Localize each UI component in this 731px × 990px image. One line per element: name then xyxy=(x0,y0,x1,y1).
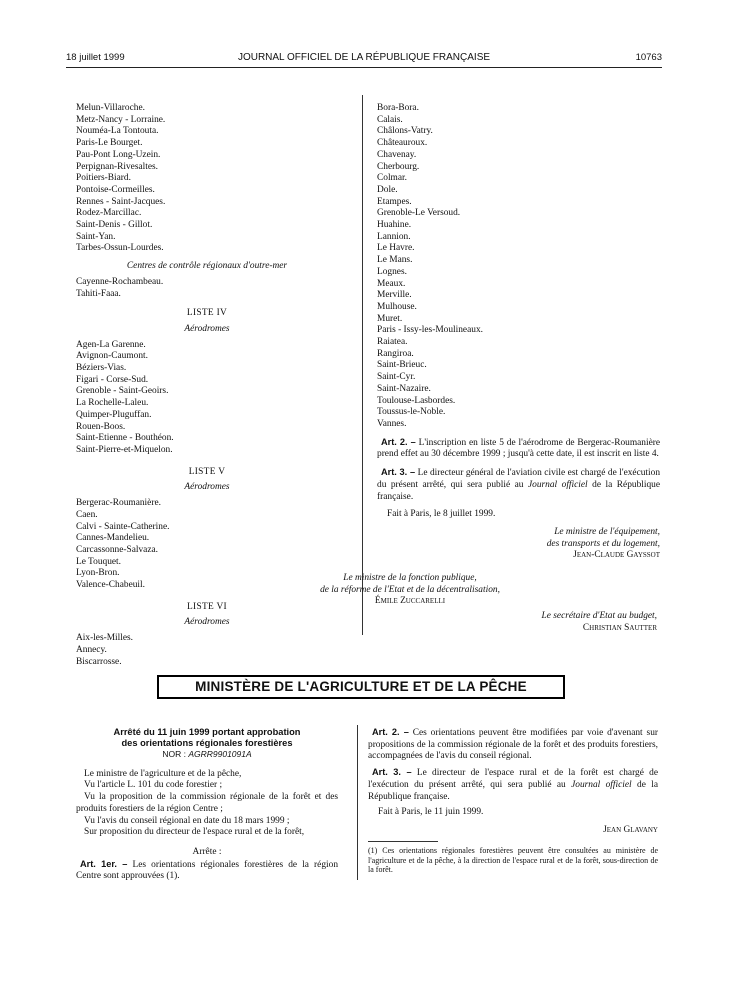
article-2 xyxy=(377,437,660,461)
signature-2-line-2: de la réforme de l'Etat et de la décentralisation, xyxy=(320,584,500,595)
article-2-label: Art. 2. – xyxy=(381,436,416,447)
footnote-rule xyxy=(368,841,438,842)
liste-vi-subtitle: Aérodromes xyxy=(184,617,230,628)
list-item: Etampes. xyxy=(377,196,412,207)
article-3-text-b: de la République française. xyxy=(377,479,661,502)
list-item: Caen. xyxy=(76,509,98,520)
arrete-article-2 xyxy=(368,727,658,763)
nor-code: AGRR9901091A xyxy=(188,749,252,759)
article-2-text: L'inscription en liste 5 de l'aérodrome de Bergerac-Roumanière prend effet au 30 décembre 1999 ; jusqu'à cette date, il est inscrit en liste 4. xyxy=(377,437,661,460)
aerodrome-list-a xyxy=(76,103,338,255)
signature-2-line-1: Le ministre de la fonction publique, xyxy=(343,573,477,583)
list-item: Cayenne-Rochambeau. xyxy=(76,276,164,287)
visa-line: Vu la proposition de la commission régionale de la forêt et des produits forestiers de la région Centre ; xyxy=(76,792,338,814)
visa-line: Vu l'avis du conseil régional en date du 18 mars 1999 ; xyxy=(84,815,290,826)
list-item: Saint-Brieuc. xyxy=(377,360,427,371)
list-item: Valence-Chabeuil. xyxy=(76,580,145,591)
list-item: Saint-Nazaire. xyxy=(377,383,431,394)
list-item: Le Mans. xyxy=(377,255,413,266)
list-item: Perpignan-Rivesaltes. xyxy=(76,161,159,172)
arrete-article-3-journal-italic: Journal officiel xyxy=(571,779,632,790)
footnote: (1) Ces orientations régionales forestières peuvent être consultées au ministère de l'agriculture et de la pêche, à la direction de l'espace rural et de la forêt, sous-direction de la forêt. xyxy=(368,846,658,875)
ministry-banner: MINISTÈRE DE L'AGRICULTURE ET DE LA PÊCHE xyxy=(157,675,565,699)
list-item: Pau-Pont Long-Uzein. xyxy=(76,149,161,160)
liste-vi-items xyxy=(76,633,338,668)
arrete-article-3-text-a: Le directeur de l'espace rural et de la forêt est chargé de l'exécution du présent arrêté, qui sera publié au xyxy=(368,768,659,790)
list-item: Melun-Villaroche. xyxy=(76,103,145,113)
arrete-article-3-text-b: de la République française. xyxy=(368,779,658,802)
visa-line: Le ministre de l'agriculture et de la pêche, xyxy=(84,768,242,779)
list-item: Colmar. xyxy=(377,173,407,184)
arrete-article-1-label: Art. 1er. – xyxy=(80,858,128,869)
header-journal-title: JOURNAL OFFICIEL DE LA RÉPUBLIQUE FRANÇAISE xyxy=(237,52,491,63)
list-item: Calvi - Sainte-Catherine. xyxy=(76,521,170,532)
list-item: Dole. xyxy=(377,184,398,195)
list-item: Muret. xyxy=(377,313,403,324)
arrete-article-2-text: Ces orientations peuvent être modifiées par voie d'avenant sur propositions de la commission régionale de la forêt et des produits forestiers, accompagnées de l'avis du conseil régional. xyxy=(368,728,659,762)
signature-3-line-1: Le secrétaire d'Etat au budget, xyxy=(541,611,657,621)
column-divider-bottom xyxy=(357,725,358,880)
signature-1-line-2: des transports et du logement, xyxy=(546,538,660,549)
nor-reference xyxy=(76,749,338,761)
list-item: Biscarrosse. xyxy=(76,656,122,667)
list-item: Rodez-Marcillac. xyxy=(76,208,142,219)
visa-line: Vu l'article L. 101 du code forestier ; xyxy=(84,780,223,791)
header-rule xyxy=(66,67,662,68)
list-item: Huahine. xyxy=(377,220,412,231)
list-item: Toulouse-Lasbordes. xyxy=(377,395,456,406)
list-item: Aix-les-Milles. xyxy=(76,633,134,644)
liste-v-title: LISTE V xyxy=(188,466,226,477)
liste-iv-items xyxy=(76,340,338,457)
liste-vi-title: LISTE VI xyxy=(187,601,227,612)
list-item: Saint-Etienne - Bouthéon. xyxy=(76,433,174,444)
fait-a-paris-1: Fait à Paris, le 8 juillet 1999. xyxy=(387,509,496,520)
visa-line: Sur proposition du directeur de l'espace rural et de la forêt, xyxy=(84,827,305,838)
arrete-signatory: Jean Glavany xyxy=(603,824,658,835)
arrete-article-1-text: Les orientations régionales forestières de la région Centre sont approuvées (1). xyxy=(76,859,339,882)
list-item: Metz-Nancy - Lorraine. xyxy=(76,114,166,125)
arrete-title-line-2: des orientations régionales forestières xyxy=(121,738,293,748)
list-item: Grenoble-Le Versoud. xyxy=(377,208,461,219)
header-page-number: 10763 xyxy=(635,52,662,63)
list-item: Paris-Le Bourget. xyxy=(76,138,143,149)
list-item: Nouméa-La Tontouta. xyxy=(76,126,159,137)
list-item: Lognes. xyxy=(377,266,407,277)
list-item: Grenoble - Saint-Geoirs. xyxy=(76,386,169,397)
list-item: Bergerac-Roumanière. xyxy=(76,498,161,509)
liste-v-subtitle: Aérodromes xyxy=(184,482,230,493)
list-item: Toussus-le-Noble. xyxy=(377,407,446,418)
list-item: Figari - Corse-Sud. xyxy=(76,374,149,385)
list-item: Mulhouse. xyxy=(377,301,417,312)
list-item: Châteauroux. xyxy=(377,138,428,149)
list-item: Châlons-Vatry. xyxy=(377,126,433,137)
header-date: 18 juillet 1999 xyxy=(66,52,125,63)
signature-1-line-1: Le ministre de l'équipement, xyxy=(554,526,660,537)
left-column xyxy=(76,103,338,668)
centres-heading: Centres de contrôle régionaux d'outre-mer xyxy=(126,261,288,272)
article-3-text-a: Le directeur général de l'aviation civile est chargé de l'exécution du présent arrêté, qui sera publié au xyxy=(377,468,661,490)
list-item: La Rochelle-Laleu. xyxy=(76,398,149,409)
column-divider-top xyxy=(362,95,363,635)
list-item: Saint-Cyr. xyxy=(377,372,416,383)
arrete-right-column xyxy=(368,727,658,837)
list-item: Le Touquet. xyxy=(76,556,121,567)
signature-1-name: Jean-Claude Gayssot xyxy=(573,550,660,561)
list-item: Pontoise-Cormeilles. xyxy=(76,184,155,195)
article-3-journal-italic: Journal officiel xyxy=(527,479,588,490)
list-item: Annecy. xyxy=(76,644,107,655)
signature-2-name: Émile Zuccarelli xyxy=(374,596,446,607)
list-item: Tarbes-Ossun-Lourdes. xyxy=(76,243,164,254)
list-item: Avignon-Caumont. xyxy=(76,351,148,362)
article-3 xyxy=(377,467,660,503)
list-item: Chavenay. xyxy=(377,149,417,160)
article-3-label: Art. 3. – xyxy=(381,467,416,478)
list-item: Lannion. xyxy=(377,231,411,242)
signature-3 xyxy=(450,611,657,634)
visas-list xyxy=(76,769,338,839)
list-item: Vannes. xyxy=(377,418,407,429)
signature-2 xyxy=(300,573,520,608)
list-item: Tahiti-Faaa. xyxy=(76,288,121,299)
list-item: Calais. xyxy=(377,114,403,125)
list-item: Paris - Issy-les-Moulineaux. xyxy=(377,325,483,336)
list-item: Cannes-Mandelieu. xyxy=(76,533,150,544)
list-item: Saint-Denis - Gillot. xyxy=(76,220,153,231)
liste-iv-title: LISTE IV xyxy=(186,308,228,319)
centres-list xyxy=(76,277,338,300)
arrete-left-column xyxy=(76,727,338,883)
list-item: Le Havre. xyxy=(377,243,415,254)
liste-iv-subtitle: Aérodromes xyxy=(184,323,230,334)
list-item: Poitiers-Biard. xyxy=(76,173,131,184)
list-item: Raiatea. xyxy=(377,337,408,348)
list-item: Merville. xyxy=(377,290,412,301)
list-item: Lyon-Bron. xyxy=(76,568,120,579)
aerodrome-list-b xyxy=(377,103,660,431)
arrete-article-3 xyxy=(368,767,658,803)
signature-3-name: Christian Sautter xyxy=(582,622,657,633)
arrete-word: Arrête : xyxy=(192,846,222,857)
right-column xyxy=(377,103,660,562)
list-item: Meaux. xyxy=(377,278,406,289)
liste-v-items xyxy=(76,498,338,592)
fait-a-paris-2: Fait à Paris, le 11 juin 1999. xyxy=(378,807,484,818)
list-item: Saint-Pierre-et-Miquelon. xyxy=(76,444,173,455)
list-item: Agen-La Garenne. xyxy=(76,339,146,350)
nor-label: NOR : xyxy=(162,749,186,759)
page-header xyxy=(66,52,662,68)
arrete-title-line-1: Arrêté du 11 juin 1999 portant approbation xyxy=(113,727,301,737)
list-item: Béziers-Vias. xyxy=(76,363,127,374)
list-item: Rangiroa. xyxy=(377,348,414,359)
list-item: Cherbourg. xyxy=(377,161,420,172)
list-item: Quimper-Pluguffan. xyxy=(76,409,152,420)
arrete-article-2-label: Art. 2. – xyxy=(372,727,409,737)
list-item: Rouen-Boos. xyxy=(76,421,126,432)
list-item: Bora-Bora. xyxy=(377,103,419,113)
arrete-article-3-label: Art. 3. – xyxy=(372,767,412,778)
list-item: Saint-Yan. xyxy=(76,231,116,242)
list-item: Carcassonne-Salvaza. xyxy=(76,544,158,555)
list-item: Rennes - Saint-Jacques. xyxy=(76,196,166,207)
arrete-article-1 xyxy=(76,859,338,883)
